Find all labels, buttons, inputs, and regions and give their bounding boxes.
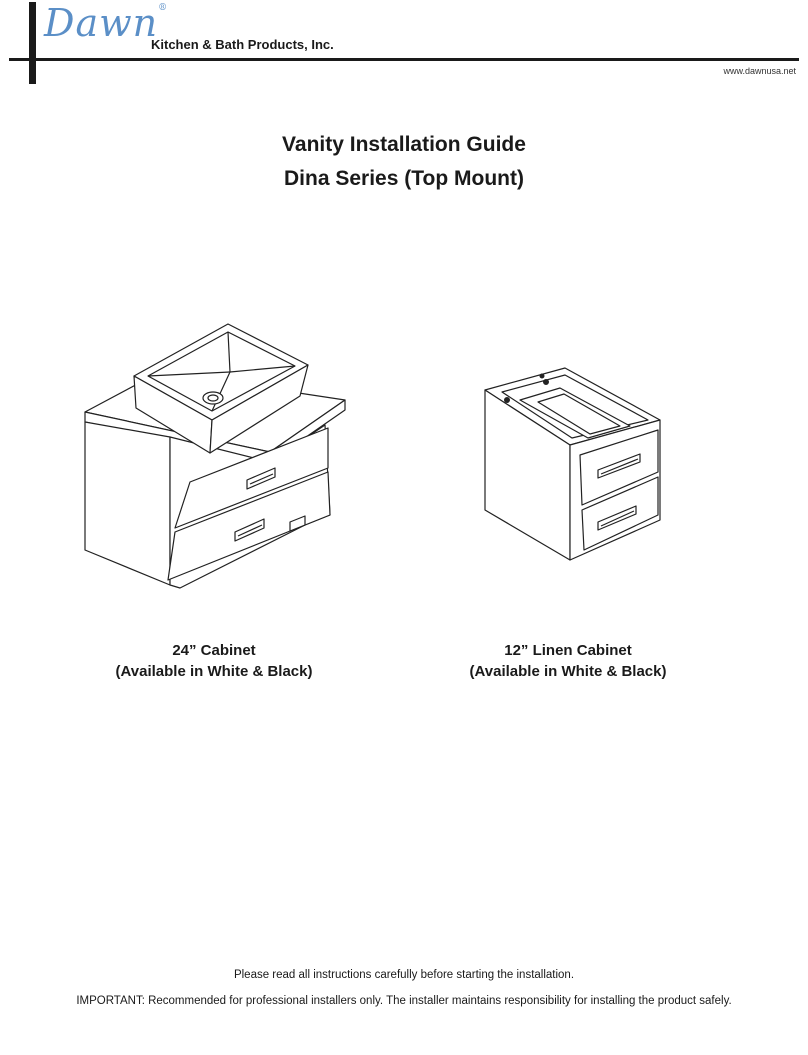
product-availability: (Available in White & Black) [115, 663, 313, 680]
brand-logo [44, 1, 169, 45]
product-availability: (Available in White & Black) [469, 663, 667, 680]
instructions-note: Please read all instructions carefully before starting the installation. [233, 969, 575, 981]
linen-cabinet-12-illustration [480, 360, 680, 570]
logo-registered-mark: ® [158, 3, 169, 13]
product-name: 24” Cabinet [172, 642, 256, 659]
product-caption-12 [418, 640, 718, 682]
product-name: 12” Linen Cabinet [504, 642, 632, 659]
website-url: www.dawnusa.net [723, 66, 796, 76]
drain [203, 392, 223, 404]
vanity-24-illustration [70, 310, 360, 600]
product-caption-24 [64, 640, 364, 682]
important-note: IMPORTANT: Recommended for professional installers only. The installer maintains responsibility for installing the product safely. [76, 995, 732, 1007]
page-title: Vanity Installation Guide [282, 133, 526, 156]
header-rule [9, 58, 799, 61]
page-subtitle: Dina Series (Top Mount) [284, 167, 524, 190]
header-vertical-bar [29, 2, 36, 84]
logo-text: Dawn [44, 1, 159, 45]
cabinet-side [85, 422, 170, 585]
company-name: Kitchen & Bath Products, Inc. [151, 37, 334, 52]
